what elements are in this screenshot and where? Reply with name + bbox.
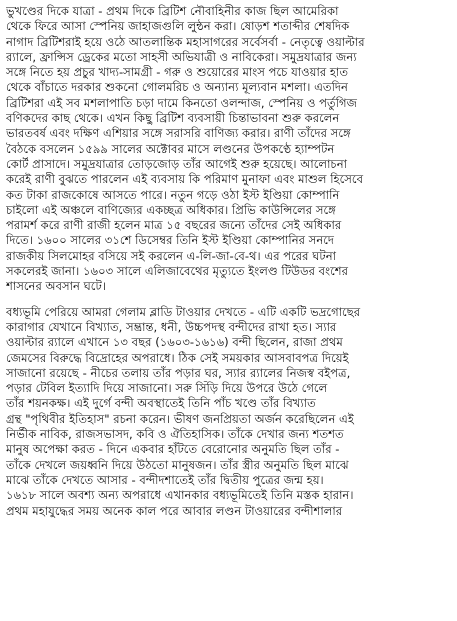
text-line: কোর্ট প্রাসাদে। সমুদ্রযাত্রার তোড়জোড় তাঁর আগেই শুরু হয়েছে। আলোচনা bbox=[6, 156, 347, 171]
text-line: রাজকীয় সিলমোহর বসিয়ে সই করলেন এ-লি-জা-বে-থ। এর পরের ঘটনা bbox=[6, 248, 336, 263]
text-line: ভারতবর্ষ এবং দক্ষিণ এশিয়ার সঙ্গে সরাসরি বাণিজ্য করার। রাণী তাঁদের সঙ্গে bbox=[6, 126, 351, 141]
text-line: ওয়াল্টার র‍্যালে এখানে ১৩ বছর (১৬০৩-১৬১৬) বন্দী ছিলেন, রাজা প্রথম bbox=[6, 335, 343, 350]
text-line: বৈঠকে বসলেন ১৫৯৯ সালের অক্টোবর মাসে লণ্ডনের উপকণ্ঠে হ্যাম্পটন bbox=[6, 141, 335, 156]
text-line: জেমসের বিরুদ্ধে বিদ্রোহের অপরাধে। ঠিক সেই সময়কার আসবাবপত্র দিয়েই bbox=[6, 350, 349, 365]
text-line: প্রথম মহাযুদ্ধের সময় অনেক কাল পরে আবার লণ্ডন টাওয়ারের বন্দীশালার bbox=[6, 503, 343, 518]
text-line: দিতে। ১৬০০ সালের ৩১শে ডিসেম্বর তিনি ইস্ট ইণ্ডিয়া কোম্পানির সনদে bbox=[6, 233, 335, 248]
text-line: সঙ্গে নিতে হয় প্রচুর খাদ্য-সামগ্রী - গরু ও শুয়োরের মাংস পচে যাওয়ার হাত bbox=[6, 65, 349, 80]
text-line: র‍্যালে, ফ্রান্সিস ড্রেকের মতো সাহসী অভিযাত্রী ও নাবিকেরা। সমুদ্রযাত্রার জন্য bbox=[6, 49, 357, 64]
paragraph-east-india-company bbox=[6, 4, 451, 295]
paragraph-bloody-tower bbox=[6, 305, 451, 519]
paragraph-gap bbox=[6, 295, 451, 305]
text-line: কত টাকা রাজকোষে আসতে পারে। নতুন গড়ে ওঠা ইস্ট ইণ্ডিয়া কোম্পানি bbox=[6, 187, 340, 202]
text-line: পরামর্শ করে রাণী রাজী হলেন মাত্র ১৫ বছরের জন্যে তাঁদের সেই অধিকার bbox=[6, 218, 342, 233]
text-line: গ্রন্থ "পৃথিবীর ইতিহাস" রচনা করেন। ভীষণ জনপ্রিয়তা অর্জন করেছিলেন এই bbox=[6, 411, 354, 426]
text-line: ১৬১৮ সালে অবশ্য অন্য অপরাধে এখানকার বধ্যভূমিতেই তিনি মস্তক হারান। bbox=[6, 488, 354, 503]
text-line: ভুখণ্ডের দিকে যাত্রা - প্রথম দিকে ব্রিটিশ নৌবাহিনীর কাজ ছিল আমেরিকা bbox=[6, 4, 339, 18]
text-line: মাঝে তাঁকে দেখতে আসার - বন্দীদশাতেই তাঁর দ্বিতীয় পুত্রের জন্ম হয়। bbox=[6, 472, 324, 487]
text-line: শাসনের অবসান ঘটে। bbox=[6, 279, 106, 294]
text-line: থেকে বাঁচাতে দরকার শুকনো গোলমরিচ ও অন্যান্য মূল্যবান মশলা। এতদিন bbox=[6, 80, 348, 95]
text-line: পড়ার টেবিল ইত্যাদি দিয়ে সাজানো। সরু সিঁড়ি দিয়ে উপরে উঠে গেলে bbox=[6, 381, 328, 396]
text-line: তাঁকে দেখলে জয়ধ্বনি দিয়ে উঠতো মানুষজন। তাঁর স্ত্রীর অনুমতি ছিল মাঝে bbox=[6, 457, 349, 472]
text-line: ব্রিটিশরা এই সব মশলাপাতি চড়া দামে কিনতো ওলন্দাজ, স্পেনিয় ও পর্তুগিজ bbox=[6, 95, 358, 110]
text-line: নির্ভীক নাবিক, রাজসভাসদ, কবি ও ঐতিহাসিক। তাঁকে দেখার জন্য শতশত bbox=[6, 427, 344, 442]
text-line: সাজানো রয়েছে - নীচের তলায় তাঁর পড়ার ঘর, স্যার র‍্যালের নিজস্ব বইপত্র, bbox=[6, 365, 351, 380]
text-line: চাইলো এই অঞ্চলে বাণিজ্যের একচ্ছত্র অধিকার। প্রিভি কাউন্সিলের সঙ্গে bbox=[6, 202, 336, 217]
text-line: মানুষ অপেক্ষা করত - দিনে একবার হাঁটতে বেরোনোর অনুমতি ছিল তাঁর - bbox=[6, 442, 340, 457]
text-line: করেই রাণী বুঝতে পারলেন এই ব্যবসায় কি পরিমাণ মুনাফা এবং মাশুল হিসেবে bbox=[6, 172, 364, 187]
text-line: বণিকদের কাছ থেকে। এখন কিছু ব্রিটিশ ব্যবসায়ী চিন্তাভাবনা শুরু করলেন bbox=[6, 111, 340, 126]
text-line: বধ্যভূমি পেরিয়ে আমরা গেলাম ব্লাডি টাওয়ার দেখতে - এটি একটি ভদ্রগোছের bbox=[6, 304, 361, 319]
text-line: থেকে ফিরে আসা স্পেনিয় জাহাজগুলি লুন্ঠন করা। ষোড়শ শতাব্দীর শেষদিক bbox=[6, 19, 350, 34]
text-line: কারাগার যেখানে বিখ্যাত, সম্ভ্রান্ত, ধনী, উচ্চপদস্থ বন্দীদের রাখা হত। স্যার bbox=[6, 319, 337, 334]
text-line: নাগাদ ব্রিটিশরাই হয়ে ওঠে আতলান্তিক মহাসাগরের সর্বেসর্বা - নেতৃত্বে ওয়াল্টার bbox=[6, 34, 365, 49]
text-line: সকলেরই জানা। ১৬০৩ সালে এলিজাবেথের মৃত্যুতে ইংলণ্ড টিউডর বংশের bbox=[6, 264, 349, 279]
text-line: তাঁর শয়নকক্ষ। এই দুর্গে বন্দী অবস্থাতেই তিনি পাঁচ খণ্ডে তাঁর বিখ্যাত bbox=[6, 396, 316, 411]
